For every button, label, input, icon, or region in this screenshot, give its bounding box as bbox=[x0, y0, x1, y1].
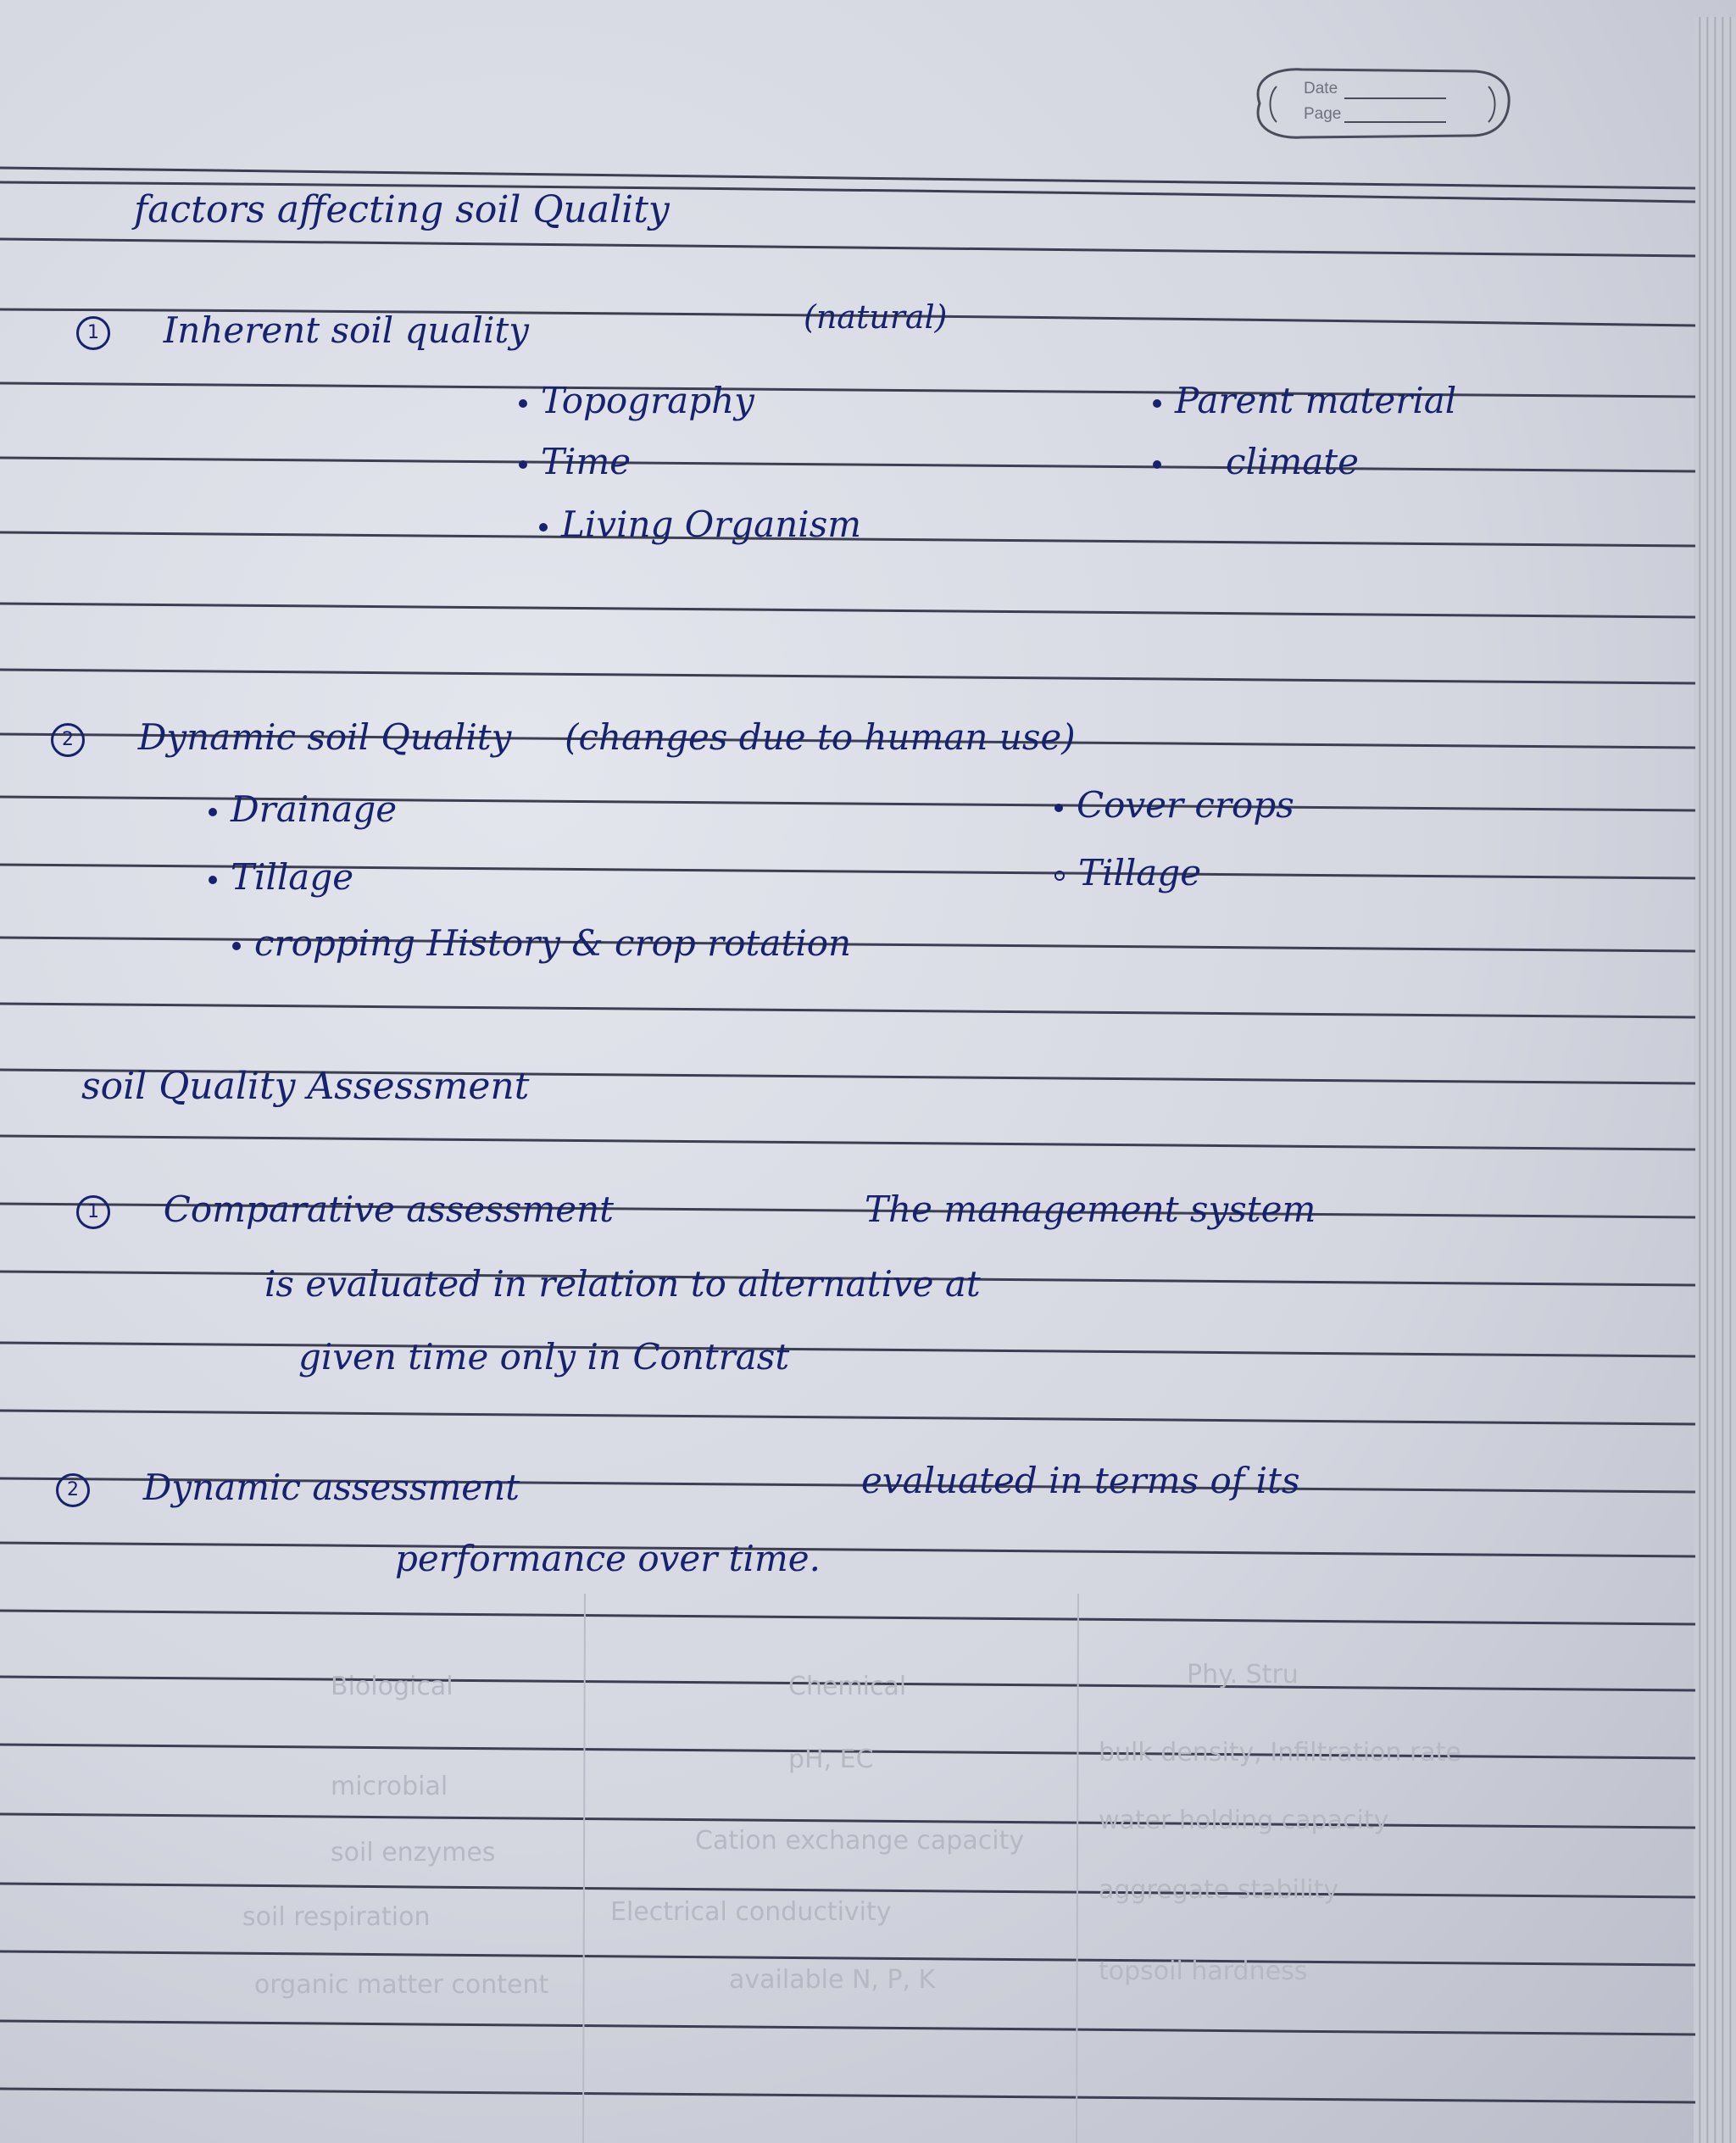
section2-heading-row bbox=[51, 716, 1076, 758]
bleed-through-text: microbial bbox=[331, 1772, 448, 1801]
bleed-through-text: Cation exchange capacity bbox=[695, 1826, 1025, 1856]
assessment1-heading-row bbox=[76, 1188, 614, 1230]
assessment1-number: 1 bbox=[76, 1195, 110, 1229]
date-page-box bbox=[1243, 61, 1514, 146]
assessment2-line: evaluated in terms of its bbox=[861, 1460, 1300, 1501]
list-item-text: Time bbox=[541, 441, 632, 482]
list-item-text: Living Organism bbox=[561, 504, 862, 545]
assessment1-line: is evaluated in relation to alternative at bbox=[264, 1263, 981, 1305]
list-item-text: cropping History & crop rotation bbox=[254, 922, 852, 964]
list-item bbox=[209, 856, 353, 898]
list-item bbox=[519, 380, 754, 421]
bleed-through-text: soil enzymes bbox=[331, 1838, 496, 1867]
list-item-text: Tillage bbox=[231, 856, 354, 898]
section1-number: 1 bbox=[76, 316, 110, 350]
bullet-icon bbox=[209, 808, 217, 816]
list-item-text: Cover crops bbox=[1077, 784, 1294, 826]
assessment2-line: performance over time. bbox=[395, 1538, 821, 1579]
bleed-through-text: Phy. Stru bbox=[1187, 1660, 1299, 1689]
list-item bbox=[209, 788, 397, 830]
assessment2-heading: Dynamic assessment bbox=[142, 1467, 520, 1508]
list-item bbox=[1054, 784, 1294, 826]
section1-note: (natural) bbox=[804, 298, 948, 336]
assessment2-number: 2 bbox=[56, 1473, 90, 1507]
list-item-text: Topography bbox=[541, 380, 754, 421]
bleed-through-text: topsoil hardness bbox=[1099, 1957, 1308, 1986]
bleed-through-text: organic matter content bbox=[254, 1970, 549, 2000]
page-stack-edge bbox=[1694, 17, 1736, 2143]
section2-number: 2 bbox=[51, 723, 85, 757]
bullet-icon bbox=[1153, 399, 1161, 408]
bleed-through-text: bulk density, Infiltration rate bbox=[1099, 1738, 1461, 1767]
list-item-text: Parent material bbox=[1175, 380, 1457, 421]
bullet-icon bbox=[1054, 871, 1065, 881]
bleed-through-text: water holding capacity bbox=[1099, 1806, 1389, 1835]
assessment1-heading: Comparative assessment bbox=[163, 1188, 614, 1230]
bleed-through-text: soil respiration bbox=[242, 1902, 431, 1932]
notes-title: factors affecting soil Quality bbox=[134, 188, 670, 231]
bleed-through-text: Electrical conductivity bbox=[610, 1897, 892, 1927]
list-item bbox=[1054, 852, 1201, 893]
list-item bbox=[232, 922, 851, 964]
section1-heading-row bbox=[76, 309, 529, 351]
section2-heading: Dynamic soil Quality bbox=[137, 716, 512, 758]
list-item-text: Drainage bbox=[231, 788, 398, 830]
section1-heading: Inherent soil quality bbox=[163, 309, 529, 351]
assessment2-heading-row bbox=[56, 1467, 520, 1508]
assessment1-line: The management system bbox=[865, 1188, 1316, 1230]
bleed-through-text: pH, EC bbox=[788, 1745, 874, 1774]
bleed-through-text: Chemical bbox=[788, 1672, 907, 1701]
list-item bbox=[519, 441, 631, 482]
bleed-through-text: available N, P, K bbox=[729, 1965, 936, 1995]
list-item-text: Tillage bbox=[1078, 852, 1202, 893]
bullet-icon bbox=[519, 399, 527, 408]
bullet-icon bbox=[1054, 804, 1063, 812]
section2-note: (changes due to human use) bbox=[565, 716, 1076, 758]
bullet-icon bbox=[209, 876, 217, 884]
bullet-icon bbox=[232, 942, 241, 950]
bullet-icon bbox=[539, 523, 548, 532]
bullet-icon bbox=[519, 460, 527, 469]
page-label: Page bbox=[1304, 105, 1342, 123]
assessment1-line: given time only in Contrast bbox=[298, 1336, 790, 1378]
bleed-through-text: Biological bbox=[331, 1672, 453, 1701]
list-item bbox=[1153, 441, 1359, 482]
assessment-title: soil Quality Assessment bbox=[81, 1065, 530, 1108]
bleed-through-text: aggregate stability bbox=[1099, 1875, 1339, 1905]
date-label: Date bbox=[1304, 80, 1338, 97]
bullet-icon bbox=[1153, 460, 1161, 469]
list-item bbox=[539, 504, 861, 545]
date-page-box-outline bbox=[1243, 61, 1514, 146]
list-item bbox=[1153, 380, 1456, 421]
list-item-text: climate bbox=[1226, 441, 1359, 482]
